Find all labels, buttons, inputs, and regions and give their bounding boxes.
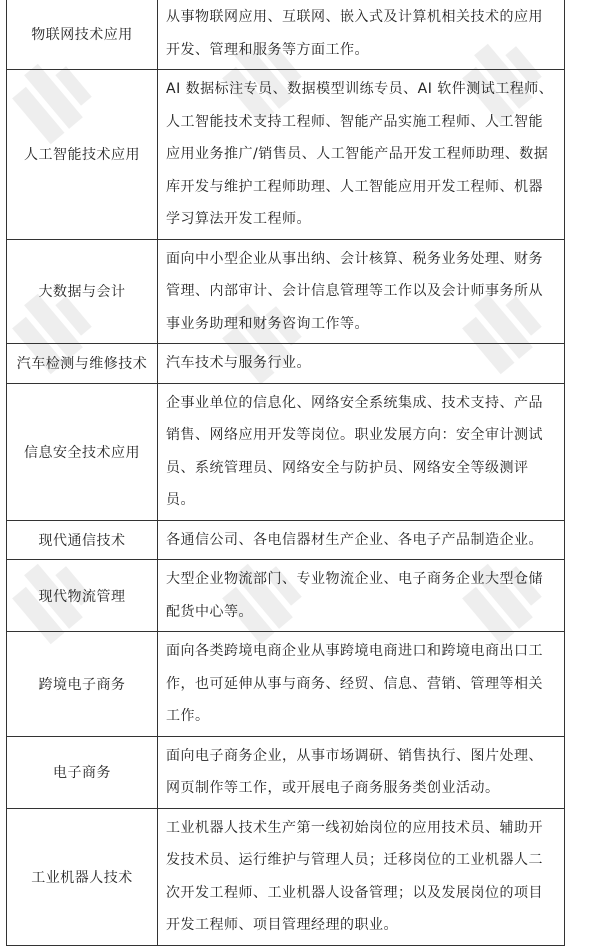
career-description-cell: 从事物联网应用、互联网、嵌入式及计算机相关技术的应用开发、管理和服务等方面工作。	[158, 0, 565, 70]
major-name-cell: 现代物流管理	[7, 560, 158, 632]
major-name-cell: 大数据与会计	[7, 239, 158, 344]
table-row	[7, 344, 565, 384]
table-row	[7, 70, 565, 240]
majors-careers-table	[6, 0, 565, 946]
career-description-cell: AI 数据标注专员、数据模型训练专员、AI 软件测试工程师、人工智能技术支持工程师、智能产品实施工程师、人工智能应用业务推广/销售员、人工智能产品开发工程师助理、数据库开发与维护工程师助理、人工智能应用开发工程师、机器学习算法开发工程师。	[158, 70, 565, 240]
career-description-cell: 企事业单位的信息化、网络安全系统集成、技术支持、产品销售、网络应用开发等岗位。职业发展方向：安全审计测试员、系统管理员、网络安全与防护员、网络安全等级测评员。	[158, 383, 565, 520]
table-row	[7, 560, 565, 632]
major-name-cell: 汽车检测与维修技术	[7, 344, 158, 384]
career-description-cell: 面向电子商务企业，从事市场调研、销售执行、图片处理、网页制作等工作，或开展电子商务服务类创业活动。	[158, 736, 565, 808]
major-name-cell: 人工智能技术应用	[7, 70, 158, 240]
table-row	[7, 383, 565, 520]
table-row	[7, 0, 565, 70]
career-description-cell: 工业机器人技术生产第一线初始岗位的应用技术员、辅助开发技术员、运行维护与管理人员；迁移岗位的工业机器人二次开发工程师、工业机器人设备管理；以及发展岗位的项目开发工程师、项目管理经理的职业。	[158, 808, 565, 945]
major-name-cell: 现代通信技术	[7, 520, 158, 560]
career-description-cell: 大型企业物流部门、专业物流企业、电子商务企业大型仓储配货中心等。	[158, 560, 565, 632]
major-name-cell: 物联网技术应用	[7, 0, 158, 70]
table-row	[7, 520, 565, 560]
table-row	[7, 736, 565, 808]
table-row	[7, 632, 565, 737]
career-description-cell: 汽车技术与服务行业。	[158, 344, 565, 384]
career-description-cell: 各通信公司、各电信器材生产企业、各电子产品制造企业。	[158, 520, 565, 560]
major-name-cell: 信息安全技术应用	[7, 383, 158, 520]
table-row	[7, 239, 565, 344]
table-row	[7, 808, 565, 945]
career-description-cell: 面向中小型企业从事出纳、会计核算、税务业务处理、财务管理、内部审计、会计信息管理等工作以及会计师事务所从事业务助理和财务咨询工作等。	[158, 239, 565, 344]
career-description-cell: 面向各类跨境电商企业从事跨境电商进口和跨境电商出口工作，也可延伸从事与商务、经贸、信息、营销、管理等相关工作。	[158, 632, 565, 737]
major-name-cell: 工业机器人技术	[7, 808, 158, 945]
major-name-cell: 电子商务	[7, 736, 158, 808]
major-name-cell: 跨境电子商务	[7, 632, 158, 737]
